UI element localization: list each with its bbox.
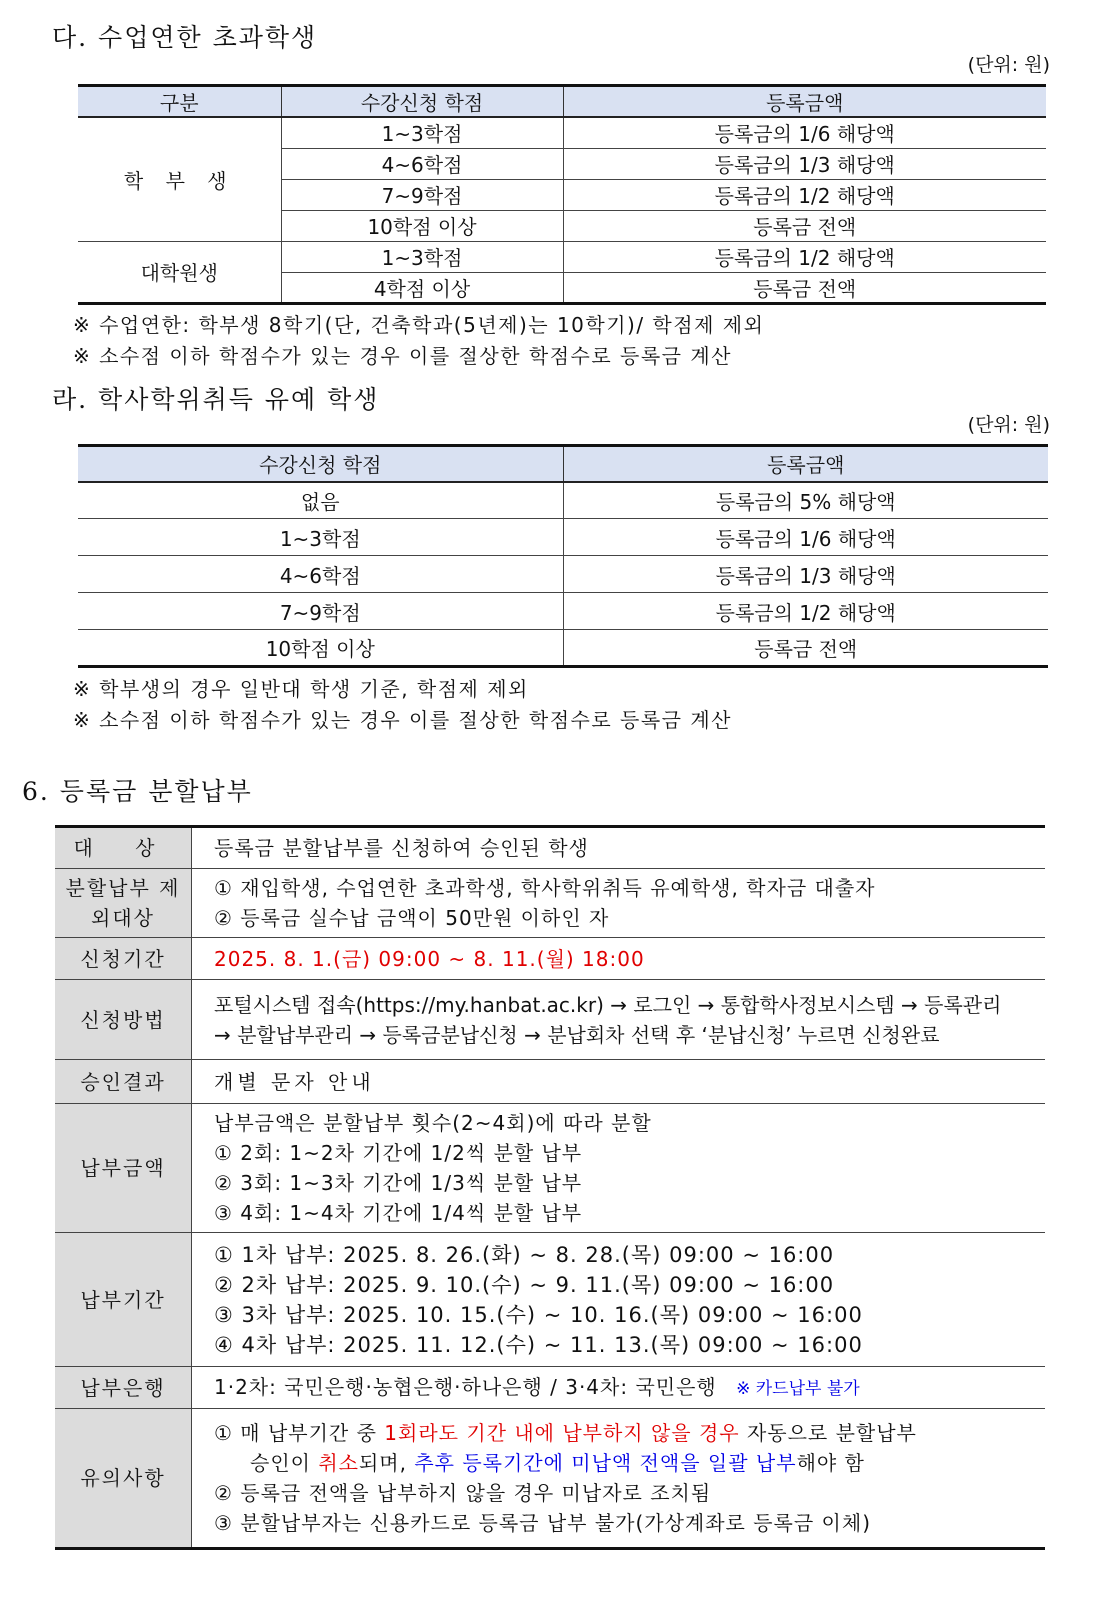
credit-cell: 7~9학점 [78, 593, 563, 630]
exclusion-item: ② 등록금 실수납 금액이 50만원 이하인 자 [214, 906, 610, 930]
method-line: 포털시스템 접속(https://my.hanbat.ac.kr) → 로그인 → 통합학사정보시스템 → 등록관리 [214, 992, 1002, 1017]
fee-cell: 등록금의 1/2 해당액 [563, 241, 1046, 272]
caution-line-1 [214, 1418, 1035, 1448]
col-header: 수강신청 학점 [78, 446, 563, 482]
pay-period-line: ③ 3차 납부: 2025. 10. 15.(수) ~ 10. 16.(목) 09:00 ~ 16:00 [214, 1302, 863, 1327]
caution-line-2: ② 등록금 전액을 납부하지 않을 경우 미납자로 조치됨 [214, 1481, 712, 1505]
group-label: 대학원생 [78, 241, 281, 303]
target-value: 등록금 분할납부를 신청하여 승인된 학생 [192, 827, 1046, 869]
fee-cell: 등록금의 5% 해당액 [563, 482, 1048, 519]
caution-text: 해야 함 [796, 1451, 865, 1475]
label-exclusion: 분할납부 제외대상 [55, 869, 192, 938]
fee-cell: 등록금의 1/2 해당액 [563, 179, 1046, 210]
period-value: 2025. 8. 1.(금) 09:00 ~ 8. 11.(월) 18:00 [192, 938, 1046, 980]
col-header: 등록금액 [563, 446, 1048, 482]
section-d-unit: (단위: 원) [967, 414, 1050, 436]
credit-cell: 4학점 이상 [281, 272, 563, 303]
label-amount: 납부금액 [55, 1104, 192, 1233]
fee-cell: 등록금의 1/6 해당액 [563, 117, 1046, 148]
method-line: → 분할납부관리 → 등록금분납신청 → 분납회차 선택 후 ‘분납신청’ 누르면 신청완료 [214, 1022, 940, 1047]
caution-text: 자동으로 분할납부 [739, 1421, 917, 1445]
credit-cell: 10학점 이상 [281, 210, 563, 241]
section-d-title: 라. 학사학위취득 유예 학생 [52, 385, 380, 414]
pay-period-line: ② 2차 납부: 2025. 9. 10.(수) ~ 9. 11.(목) 09:00 ~ 16:00 [214, 1272, 835, 1297]
installment-table [55, 825, 1045, 1550]
pay-period-line: ④ 4차 납부: 2025. 11. 12.(수) ~ 11. 13.(목) 09:00 ~ 16:00 [214, 1332, 863, 1357]
bank-note: ※ 카드납부 불가 [736, 1378, 860, 1399]
label-method: 신청방법 [55, 980, 192, 1060]
caution-text: ① 매 납부기간 중 [214, 1421, 385, 1445]
caution-line-3: ③ 분할납부자는 신용카드로 등록금 납부 불가(가상계좌로 등록금 이체) [214, 1511, 871, 1535]
amount-line: ② 3회: 1~3차 기간에 1/3씩 분할 납부 [214, 1171, 583, 1195]
credit-cell: 1~3학점 [281, 117, 563, 148]
note: ※ 학부생의 경우 일반대 학생 기준, 학점제 제외 [73, 677, 529, 701]
bank-value: 1·2차: 국민은행·농협은행·하나은행 / 3·4차: 국민은행 [214, 1374, 717, 1399]
amount-line: ① 2회: 1~2차 기간에 1/2씩 분할 납부 [214, 1141, 583, 1165]
section-6-title: 6. 등록금 분할납부 [22, 777, 253, 806]
note: ※ 소수점 이하 학점수가 있는 경우 이를 절상한 학점수로 등록금 계산 [73, 708, 732, 732]
section-c-unit: (단위: 원) [967, 54, 1050, 76]
col-header: 구분 [78, 86, 281, 118]
fee-cell: 등록금 전액 [563, 272, 1046, 303]
credit-cell: 4~6학점 [78, 556, 563, 593]
label-pay-period: 납부기간 [55, 1233, 192, 1367]
amount-line: 납부금액은 분할납부 횟수(2~4회)에 따라 분할 [214, 1111, 652, 1135]
group-label: 학 부 생 [78, 117, 281, 241]
caution-highlight: 1회라도 기간 내에 납부하지 않을 경우 [384, 1421, 740, 1445]
overrun-fee-table [78, 84, 1046, 305]
fee-cell: 등록금 전액 [563, 210, 1046, 241]
caution-highlight-blue: 추후 등록기간에 미납액 전액을 일괄 납부 [414, 1451, 797, 1475]
caution-text: 되며, [358, 1451, 415, 1475]
section-c-title: 다. 수업연한 초과학생 [52, 23, 318, 52]
fee-cell: 등록금의 1/3 해당액 [563, 148, 1046, 179]
note: ※ 소수점 이하 학점수가 있는 경우 이를 절상한 학점수로 등록금 계산 [73, 344, 732, 368]
label-result: 승인결과 [55, 1060, 192, 1104]
exclusion-item: ① 재입학생, 수업연한 초과학생, 학사학위취득 유예학생, 학자금 대출자 [214, 876, 876, 900]
label-target: 대 상 [55, 827, 192, 869]
fee-cell: 등록금의 1/2 해당액 [563, 593, 1048, 630]
col-header: 등록금액 [563, 86, 1046, 118]
result-value: 개별 문자 안내 [192, 1060, 1046, 1104]
credit-cell: 10학점 이상 [78, 630, 563, 667]
credit-cell: 1~3학점 [281, 241, 563, 272]
caution-line-1b [214, 1448, 1035, 1478]
label-caution: 유의사항 [55, 1409, 192, 1549]
label-bank: 납부은행 [55, 1367, 192, 1409]
credit-cell: 4~6학점 [281, 148, 563, 179]
credit-cell: 7~9학점 [281, 179, 563, 210]
label-period: 신청기간 [55, 938, 192, 980]
deferral-fee-table [78, 444, 1048, 668]
fee-cell: 등록금 전액 [563, 630, 1048, 667]
credit-cell: 없음 [78, 482, 563, 519]
caution-highlight: 취소 [318, 1451, 359, 1475]
fee-cell: 등록금의 1/6 해당액 [563, 519, 1048, 556]
amount-line: ③ 4회: 1~4차 기간에 1/4씩 분할 납부 [214, 1201, 583, 1225]
col-header: 수강신청 학점 [281, 86, 563, 118]
note: ※ 수업연한: 학부생 8학기(단, 건축학과(5년제)는 10학기)/ 학점제 제외 [73, 313, 765, 337]
credit-cell: 1~3학점 [78, 519, 563, 556]
fee-cell: 등록금의 1/3 해당액 [563, 556, 1048, 593]
pay-period-line: ① 1차 납부: 2025. 8. 26.(화) ~ 8. 28.(목) 09:00 ~ 16:00 [214, 1242, 835, 1267]
caution-text: 승인이 [250, 1451, 319, 1475]
